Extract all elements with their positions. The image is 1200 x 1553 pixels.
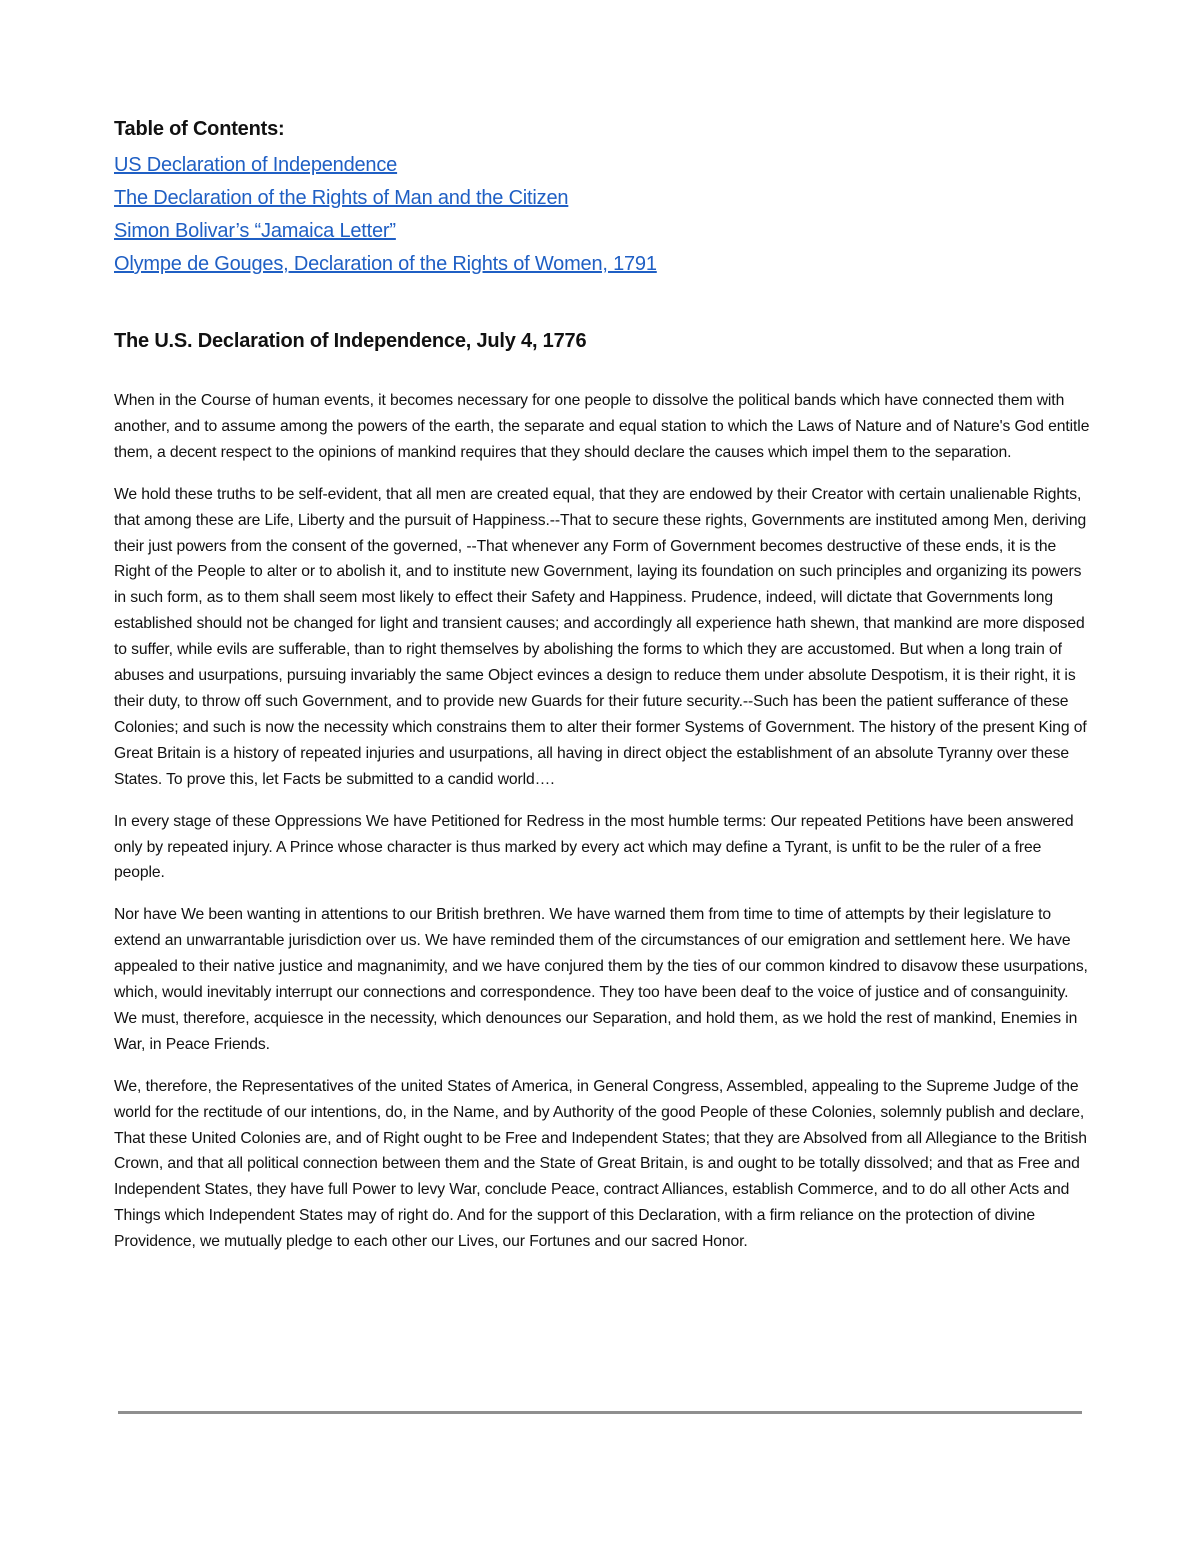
horizontal-rule xyxy=(118,1411,1082,1414)
toc-link-jamaica-letter[interactable]: Simon Bolivar’s “Jamaica Letter” xyxy=(114,220,396,242)
paragraph-5: We, therefore, the Representatives of the united States of America, in General Congress, Assembled, appealing to the Supreme Judge of the world for the rectitude of our intentions, do, in the Name, and by Authority of the good People of these Colonies, solemnly publish and declare, That these United Colonies are, and of Right ought to be Free and Independent States; that they are Absolved from all Allegiance to the British Crown, and that all political connection between them and the State of Great Britain, is and ought to be totally dissolved; and that as Free and Independent States, they have full Power to levy War, conclude Peace, contract Alliances, establish Commerce, and to do all other Acts and Things which Independent States may of right do. And for the support of this Declaration, with a firm reliance on the protection of divine Providence, we mutually pledge to each other our Lives, our Fortunes and our sacred Honor. xyxy=(114,1077,1087,1251)
toc-list xyxy=(114,149,1094,281)
toc-item xyxy=(114,182,1094,215)
paragraph-2: We hold these truths to be self-evident, that all men are created equal, that they are endowed by their Creator with certain unalienable Rights, that among these are Life, Liberty and the pursuit of Happiness.--That to secure these rights, Governments are instituted among Men, deriving their just powers from the consent of the governed, --That whenever any Form of Government becomes destructive of these ends, it is the Right of the People to alter or to abolish it, and to institute new Government, laying its foundation on such principles and organizing its powers in such form, as to them shall seem most likely to effect their Safety and Happiness. Prudence, indeed, will dictate that Governments long established should not be changed for light and transient causes; and accordingly all experience hath shewn, that mankind are more disposed to suffer, while evils are sufferable, than to right themselves by abolishing the forms to which they are accustomed. But when a long train of abuses and usurpations, pursuing invariably the same Object evinces a design to reduce them under absolute Despotism, it is their right, it is their duty, to throw off such Government, and to provide new Guards for their future security.--Such has been the patient sufferance of these Colonies; and such is now the necessity which constrains them to alter their former Systems of Government. The history of the present King of Great Britain is a history of repeated injuries and usurpations, all having in direct object the establishment of an absolute Tyranny over these States. To prove this, let Facts be submitted to a candid world…. xyxy=(114,485,1087,788)
toc-item xyxy=(114,215,1094,248)
toc-link-rights-of-man[interactable]: The Declaration of the Rights of Man and the Citizen xyxy=(114,187,569,209)
paragraph-1: When in the Course of human events, it becomes necessary for one people to dissolve the political bands which have connected them with another, and to assume among the powers of the earth, the separate and equal station to which the Laws of Nature and of Nature's God entitle them, a decent respect to the opinions of mankind requires that they should declare the causes which impel them to the separation. xyxy=(114,392,1090,461)
toc-heading: Table of Contents: xyxy=(114,118,285,140)
document-title: The U.S. Declaration of Independence, July 4, 1776 xyxy=(114,330,587,352)
paragraph-3: In every stage of these Oppressions We have Petitioned for Redress in the most humble terms: Our repeated Petitions have been answered only by repeated injury. A Prince whose character is thus marked by every act which may define a Tyrant, is unfit to be the ruler of a free people. xyxy=(114,812,1074,882)
toc-item xyxy=(114,248,1094,281)
toc-link-us-declaration[interactable]: US Declaration of Independence xyxy=(114,154,398,176)
toc-item xyxy=(114,149,1094,182)
table-of-contents xyxy=(114,116,1094,281)
document-body xyxy=(114,388,1092,1271)
paragraph-4: Nor have We been wanting in attentions to our British brethren. We have warned them from time to time of attempts by their legislature to extend an unwarrantable jurisdiction over us. We have reminded them of the circumstances of our emigration and settlement here. We have appealed to their native justice and magnanimity, and we have conjured them by the ties of our common kindred to disavow these usurpations, which, would inevitably interrupt our connections and correspondence. They too have been deaf to the voice of justice and of consanguinity. We must, therefore, acquiesce in the necessity, which denounces our Separation, and hold them, as we hold the rest of mankind, Enemies in War, in Peace Friends. xyxy=(114,906,1088,1053)
toc-link-rights-of-women[interactable]: Olympe de Gouges, Declaration of the Rights of Women, 1791 xyxy=(114,253,657,275)
